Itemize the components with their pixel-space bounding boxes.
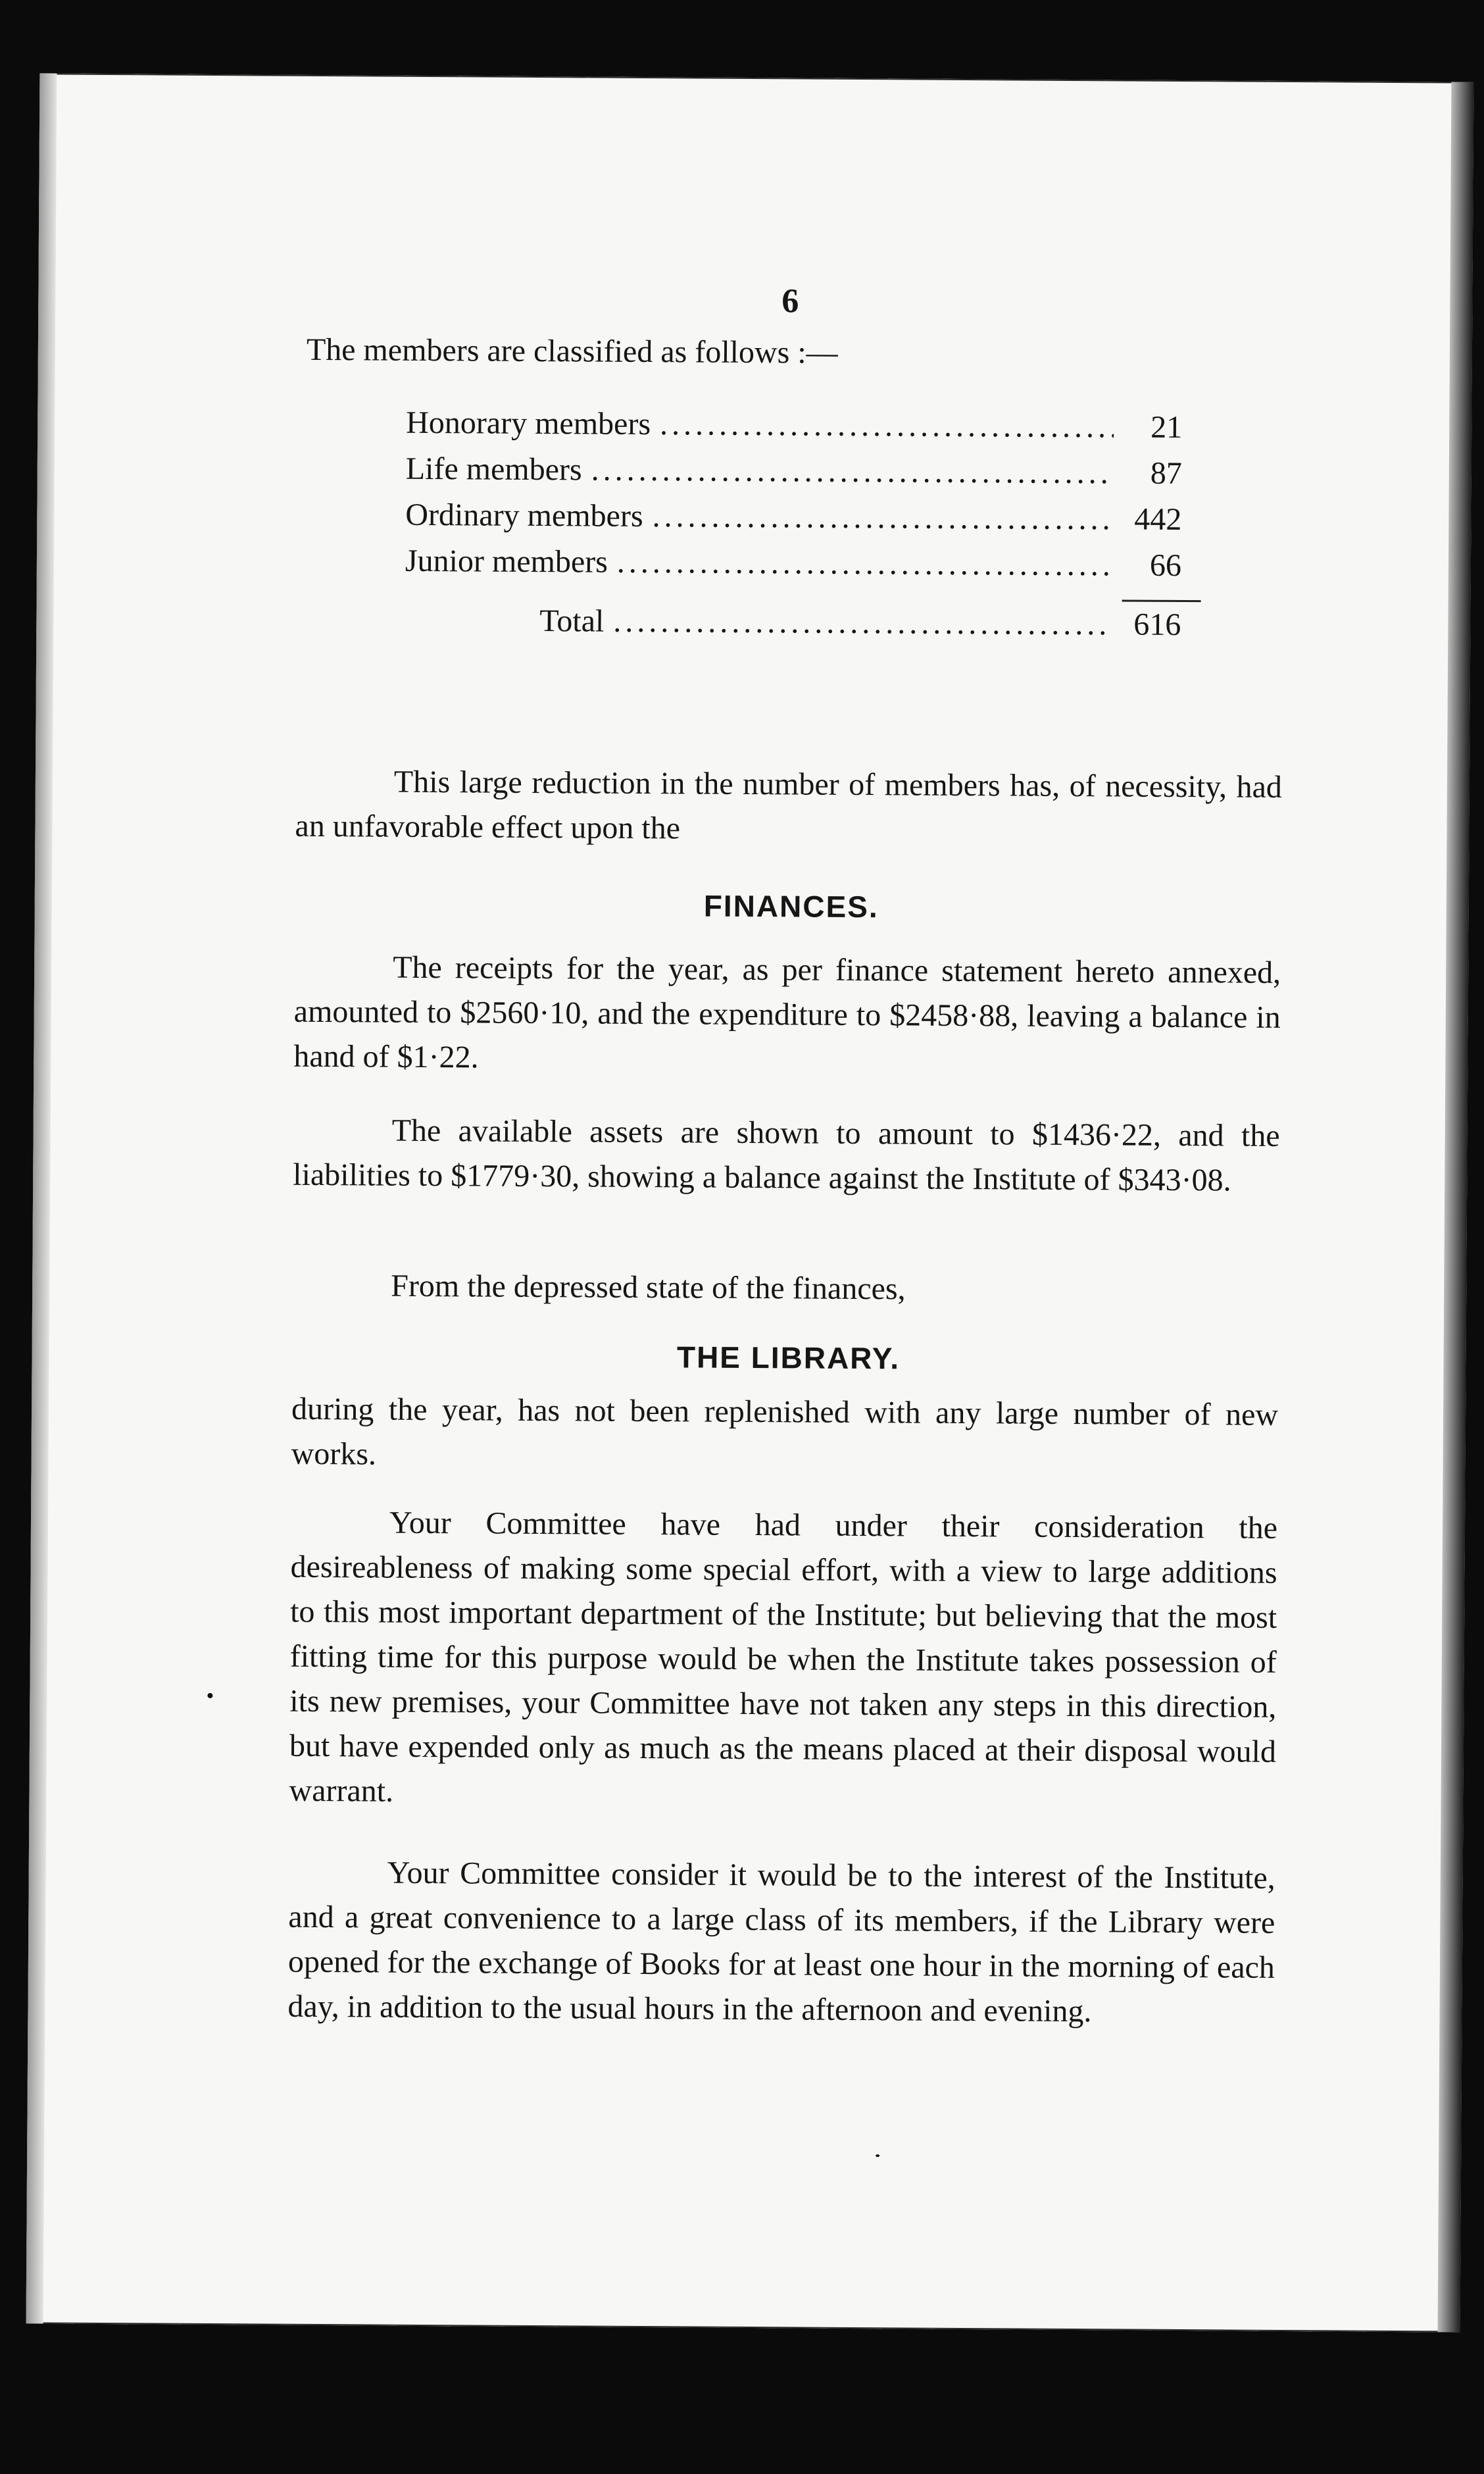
total-label: Total — [539, 603, 605, 639]
member-label: Ordinary members — [405, 497, 643, 534]
total-row — [539, 603, 1181, 643]
page-edge-right — [1438, 82, 1474, 2332]
member-row-life — [406, 451, 1182, 501]
member-label: Honorary members — [406, 405, 651, 442]
member-row-honorary — [406, 405, 1182, 455]
member-count: 66 — [1149, 547, 1182, 583]
leader-dots — [613, 603, 1112, 643]
paragraph-reduction: This large reduction in the number of members has, of necessity, had an unfavorable effect upon the — [295, 764, 1283, 846]
member-label: Junior members — [405, 543, 608, 580]
paragraph-library: during the year, has not been replenished with any large number of new works. — [291, 1391, 1279, 1472]
paragraph-committee-interest: Your Committee consider it would be to the interest of the Institute, and a great convenience to a large class of its members, if the Library were opened for the exchange of Books for at least one hour in the morning of each day, in addition to the usual hours in the afternoon and evening. — [287, 1855, 1275, 2029]
paragraph-receipts: The receipts for the year, as per finance statement hereto annexed, amounted to $2560·10, and the expenditure to $2458·88, leaving a balance in hand of $1·22. — [293, 949, 1281, 1075]
member-count: 21 — [1150, 409, 1183, 445]
member-row-ordinary — [405, 497, 1181, 547]
heading-library: THE LIBRARY. — [676, 1340, 901, 1376]
leader-dots — [617, 544, 1113, 584]
members-table — [405, 405, 1183, 593]
page-number: 6 — [781, 282, 799, 320]
total-count: 616 — [1133, 607, 1181, 642]
members-intro: The members are classified as follows :— — [306, 332, 838, 370]
page-edge-left — [26, 73, 57, 2323]
paragraph-committee-effort: Your Committee have had under their consideration the desireableness of making some special effort, with a view to large additions to this most important department of the Institute; but believing that the most fitting time for this purpose would be when the Institute takes possession of its new premises, your Committee have not taken any steps in this direction, but have expended only as much as the means placed at their disposal would warrant. — [289, 1505, 1278, 1809]
member-row-junior — [405, 543, 1181, 593]
leader-dots — [652, 498, 1113, 537]
paragraph-depressed-finances: From the depressed state of the finances, — [391, 1268, 906, 1307]
ink-speck — [876, 2154, 879, 2157]
total-rule — [1122, 599, 1201, 602]
paragraph-assets: The available assets are shown to amount to $1436·22, and the liabilities to $1779·30, showing a balance against the Institute of $343·08. — [293, 1113, 1280, 1198]
book-page — [26, 73, 1474, 2332]
heading-finances: FINANCES. — [703, 888, 879, 924]
member-count: 87 — [1150, 455, 1182, 491]
member-label: Life members — [405, 451, 582, 488]
leader-dots — [591, 452, 1114, 492]
ink-speck — [207, 1693, 212, 1698]
member-count: 442 — [1134, 501, 1182, 537]
leader-dots — [660, 406, 1114, 445]
